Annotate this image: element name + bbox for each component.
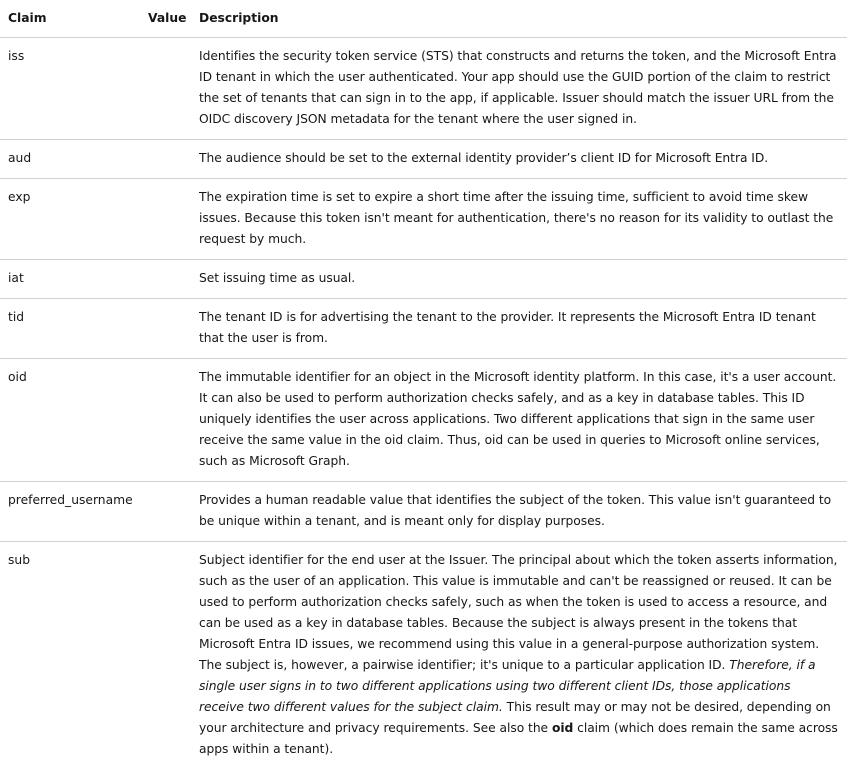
claim-cell: sub [0,542,140,769]
claim-cell: aud [0,140,140,179]
description-cell: The immutable identifier for an object in the Microsoft identity platform. In this case, it's a user account. It can also be used to perform authorization checks safely, and as a key in database tables. This ID uniquely identifies the user across applications. Two different applications that sign in the same user receive the same value in the oid claim. Thus, oid can be used in queries to Microsoft online services, such as Microsoft Graph. [191,359,847,482]
claim-cell: exp [0,179,140,260]
claim-cell: preferred_username [0,482,140,542]
table-row-iss [0,38,847,140]
table-row-exp [0,179,847,260]
claim-cell: oid [0,359,140,482]
header-description: Description [191,0,847,38]
table-row-preferred-username [0,482,847,542]
description-cell: Set issuing time as usual. [191,260,847,299]
table-row-iat [0,260,847,299]
description-text: claim (which does remain the same across apps within a tenant). [199,721,838,756]
description-cell: The expiration time is set to expire a short time after the issuing time, sufficient to avoid time skew issues. Because this token isn't meant for authentication, there's no reason for its validity to outlast the request by much. [191,179,847,260]
description-italic-text: Therefore, if a single user signs in to two different applications using two different client IDs, those applications receive two different values for the subject claim. [199,658,816,714]
table-header [0,0,847,38]
description-text: Subject identifier for the end user at the Issuer. The principal about which the token asserts information, such as the user of an application. This value is immutable and can't be reassigned or reused. It can be used to perform authorization checks safely, such as when the token is used to access a resource, and can be used as a key in database tables. Because the subject is always present in the tokens that Microsoft Entra ID issues, we recommend using this value in a general-purpose authorization system. The subject is, however, a pairwise identifier; it's unique to a particular application ID. [199,553,837,672]
value-cell [140,299,191,359]
description-cell [191,542,847,769]
table-row-sub [0,542,847,769]
claim-cell: iss [0,38,140,140]
description-text: This result may or may not be desired, depending on your architecture and privacy requirements. See also the [199,700,831,735]
claim-cell: tid [0,299,140,359]
table-row-oid [0,359,847,482]
claim-cell: iat [0,260,140,299]
table-row-tid [0,299,847,359]
header-row [0,0,847,38]
value-cell [140,359,191,482]
table-body [0,38,847,769]
value-cell [140,179,191,260]
table-row-aud [0,140,847,179]
value-cell [140,140,191,179]
header-claim: Claim [0,0,140,38]
description-cell: Identifies the security token service (STS) that constructs and returns the token, and the Microsoft Entra ID tenant in which the user authenticated. Your app should use the GUID portion of the claim to restrict the set of tenants that can sign in to the app, if applicable. Issuer should match the issuer URL from the OIDC discovery JSON metadata for the tenant where the user signed in. [191,38,847,140]
oid-claim-reference: oid [552,721,573,735]
description-cell: Provides a human readable value that identifies the subject of the token. This value isn't guaranteed to be unique within a tenant, and is meant only for display purposes. [191,482,847,542]
description-cell: The tenant ID is for advertising the tenant to the provider. It represents the Microsoft Entra ID tenant that the user is from. [191,299,847,359]
description-cell: The audience should be set to the external identity provider’s client ID for Microsoft Entra ID. [191,140,847,179]
value-cell [140,38,191,140]
value-cell [140,260,191,299]
header-value: Value [140,0,191,38]
value-cell [140,542,191,769]
value-cell [140,482,191,542]
